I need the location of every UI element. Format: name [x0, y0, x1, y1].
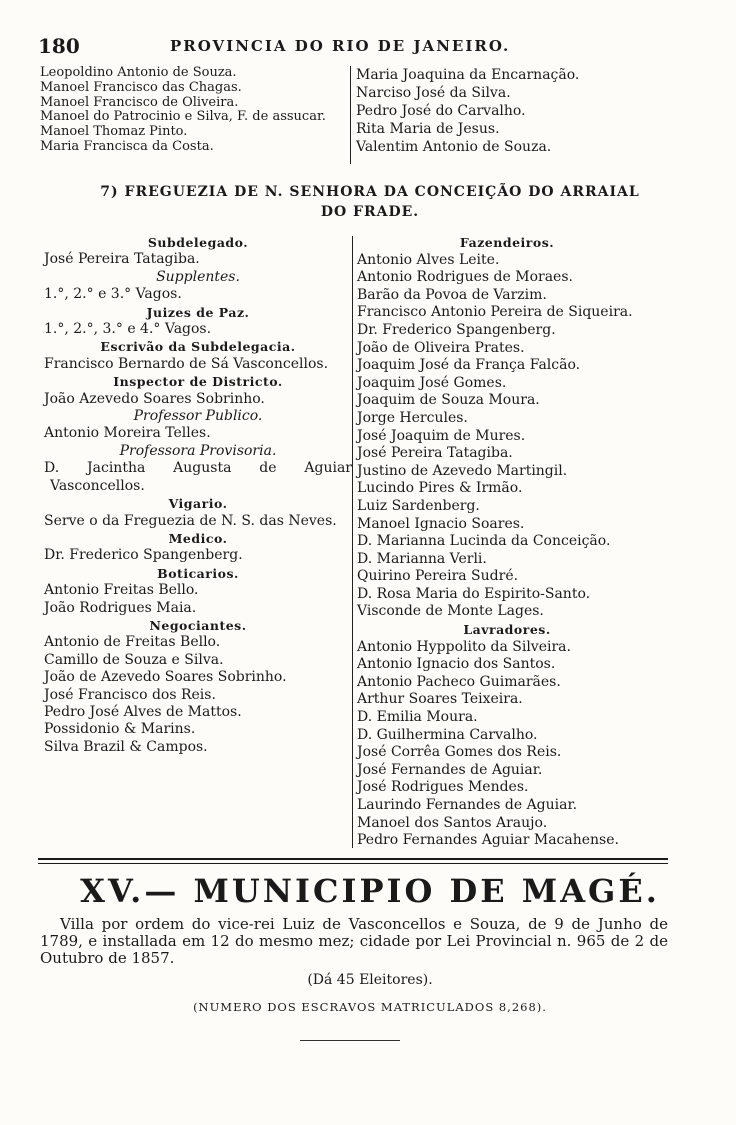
top-list-left	[40, 66, 326, 155]
list-item: José Corrêa Gomes dos Reis.	[357, 744, 562, 761]
lavradores-heading: Lavradores.	[463, 622, 551, 638]
column-divider-main	[352, 236, 353, 848]
inspector-heading: Inspector de Districto.	[113, 374, 283, 390]
list-item: Maria Joaquina da Encarnação.	[356, 67, 580, 83]
list-item: Lucindo Pires & Irmão.	[357, 480, 523, 497]
boticarios-heading: Boticarios.	[157, 565, 239, 581]
subdelegado-heading: Subdelegado.	[147, 235, 249, 250]
list-item: Dr. Frederico Spangenberg.	[357, 321, 556, 338]
medico-name: Dr. Frederico Spangenberg.	[44, 547, 243, 564]
eleitores-note: (Dá 45 Eleitores).	[307, 972, 433, 988]
right-column	[357, 234, 657, 850]
medico-heading: Medico.	[168, 530, 228, 546]
list-item: Maria Francisca da Costa.	[40, 138, 214, 154]
list-item: Rita Maria de Jesus.	[356, 121, 500, 137]
vigario-value: Serve o da Freguezia de N. S. das Neves.	[44, 512, 337, 529]
list-item: D. Guilhermina Carvalho.	[357, 726, 538, 743]
list-item: José Joaquim de Mures.	[357, 427, 526, 444]
section-title-line2: DO FRADE.	[320, 204, 420, 220]
page-header	[38, 34, 698, 60]
list-item: Justino de Azevedo Martingil.	[357, 462, 568, 479]
list-item: Barão da Povoa de Varzim.	[357, 286, 547, 303]
list-item: Manoel do Patrocinio e Silva, F. de assucar.	[40, 109, 326, 125]
municipio-title: XV.— MUNICIPIO DE MAGÉ.	[80, 872, 660, 910]
list-item: Jorge Hercules.	[357, 409, 468, 426]
list-item: Joaquim José da França Falcão.	[357, 357, 581, 374]
list-item: Visconde de Monte Lages.	[357, 603, 544, 620]
list-item: João de Oliveira Prates.	[357, 339, 525, 356]
list-item: Manoel Francisco das Chagas.	[40, 79, 242, 95]
list-item: Manoel Francisco de Oliveira.	[40, 94, 239, 110]
list-item: Antonio Alves Leite.	[357, 251, 500, 268]
escravos-note: (NUMERO DOS ESCRAVOS MATRICULADOS 8,268).	[193, 1000, 547, 1014]
top-list-right	[356, 66, 579, 156]
list-item: José Fernandes de Aguiar.	[357, 761, 543, 778]
list-item: Laurindo Fernandes de Aguiar.	[357, 797, 578, 813]
section-divider-thin	[38, 863, 668, 864]
section-title-line1: 7) FREGUEZIA DE N. SENHORA DA CONCEIÇÃO DO ARRAIAL	[100, 184, 640, 200]
page-number: 180	[38, 34, 80, 58]
list-item: Antonio Ignacio dos Santos.	[357, 656, 556, 673]
juizes-heading: Juizes de Paz.	[146, 304, 250, 320]
list-item: D. Emilia Moura.	[357, 709, 478, 726]
list-item: Leopoldino Antonio de Souza.	[40, 65, 237, 80]
list-item: José Rodrigues Mendes.	[357, 779, 529, 796]
escrivao-heading: Escrivão da Subdelegacia.	[100, 339, 296, 355]
professora-name: D. Jacintha Augusta de Aguiar Vasconcellos.	[44, 460, 352, 494]
list-item: Pedro Fernandes Aguiar Macahense.	[357, 832, 619, 849]
list-item: Francisco Antonio Pereira de Siqueira.	[357, 304, 633, 321]
escrivao-name: Francisco Bernardo de Sá Vasconcellos.	[44, 355, 329, 372]
list-item: D. Rosa Maria do Espirito-Santo.	[357, 585, 591, 602]
list-item: Valentim Antonio de Souza.	[356, 139, 552, 155]
list-item: José Pereira Tatagiba.	[357, 445, 513, 462]
list-item: D. Marianna Verli.	[357, 550, 487, 567]
column-divider-top	[350, 66, 351, 164]
list-item: Antonio de Freitas Bello.	[44, 634, 221, 651]
list-item: Antonio Freitas Bello.	[44, 582, 199, 599]
list-item: Possidonio & Marins.	[44, 721, 196, 738]
closing-rule	[300, 1040, 400, 1041]
professora-heading: Professora Provisoria.	[119, 442, 277, 459]
list-item: Manoel dos Santos Araujo.	[357, 814, 548, 831]
list-item: D. Marianna Lucinda da Conceição.	[357, 533, 611, 550]
inspector-name: João Azevedo Soares Sobrinho.	[44, 390, 265, 407]
fazendeiros-heading: Fazendeiros.	[459, 235, 555, 250]
subdelegado-name: José Pereira Tatagiba.	[44, 251, 200, 268]
list-item: José Francisco dos Reis.	[44, 686, 216, 703]
list-item: Silva Brazil & Campos.	[44, 738, 208, 755]
left-column	[44, 234, 352, 756]
list-item: Joaquim de Souza Moura.	[357, 392, 540, 409]
vigario-heading: Vigario.	[168, 496, 228, 512]
section-divider-thick	[38, 858, 668, 860]
professor-heading: Professor Publico.	[133, 408, 263, 425]
section-title	[40, 182, 700, 222]
list-item: Arthur Soares Teixeira.	[357, 691, 523, 708]
list-item: Antonio Pacheco Guimarães.	[357, 673, 561, 690]
list-item: Manoel Ignacio Soares.	[357, 515, 525, 532]
list-item: Pedro José do Carvalho.	[356, 103, 526, 119]
list-item: Antonio Hyppolito da Silveira.	[357, 638, 571, 655]
list-item: Narciso José da Silva.	[356, 85, 511, 101]
list-item: Camillo de Souza e Silva.	[44, 651, 224, 668]
list-item: Pedro José Alves de Mattos.	[44, 703, 242, 720]
list-item: Antonio Rodrigues de Moraes.	[357, 269, 573, 286]
juizes-value: 1.°, 2.°, 3.° e 4.° Vagos.	[44, 321, 212, 338]
supplentes-value: 1.°, 2.° e 3.° Vagos.	[44, 286, 182, 303]
list-item: João Rodrigues Maia.	[44, 599, 197, 616]
list-item: Joaquim José Gomes.	[357, 374, 507, 391]
running-title: PROVINCIA DO RIO DE JANEIRO.	[170, 37, 511, 55]
list-item: Quirino Pereira Sudré.	[357, 568, 519, 585]
negociantes-heading: Negociantes.	[149, 617, 247, 633]
list-item: Manoel Thomaz Pinto.	[40, 124, 188, 140]
list-item: João de Azevedo Soares Sobrinho.	[44, 669, 287, 686]
list-item: Luiz Sardenberg.	[357, 497, 480, 514]
supplentes-heading: Supplentes.	[156, 268, 240, 285]
professor-name: Antonio Moreira Telles.	[44, 425, 211, 442]
municipio-paragraph: Villa por ordem do vice-rei Luiz de Vasconcellos e Souza, de 9 de Junho de 1789, e installada em 12 do mesmo mez; cidade por Lei Provincial n. 965 de 2 de Outubro de 1857.	[40, 915, 668, 967]
